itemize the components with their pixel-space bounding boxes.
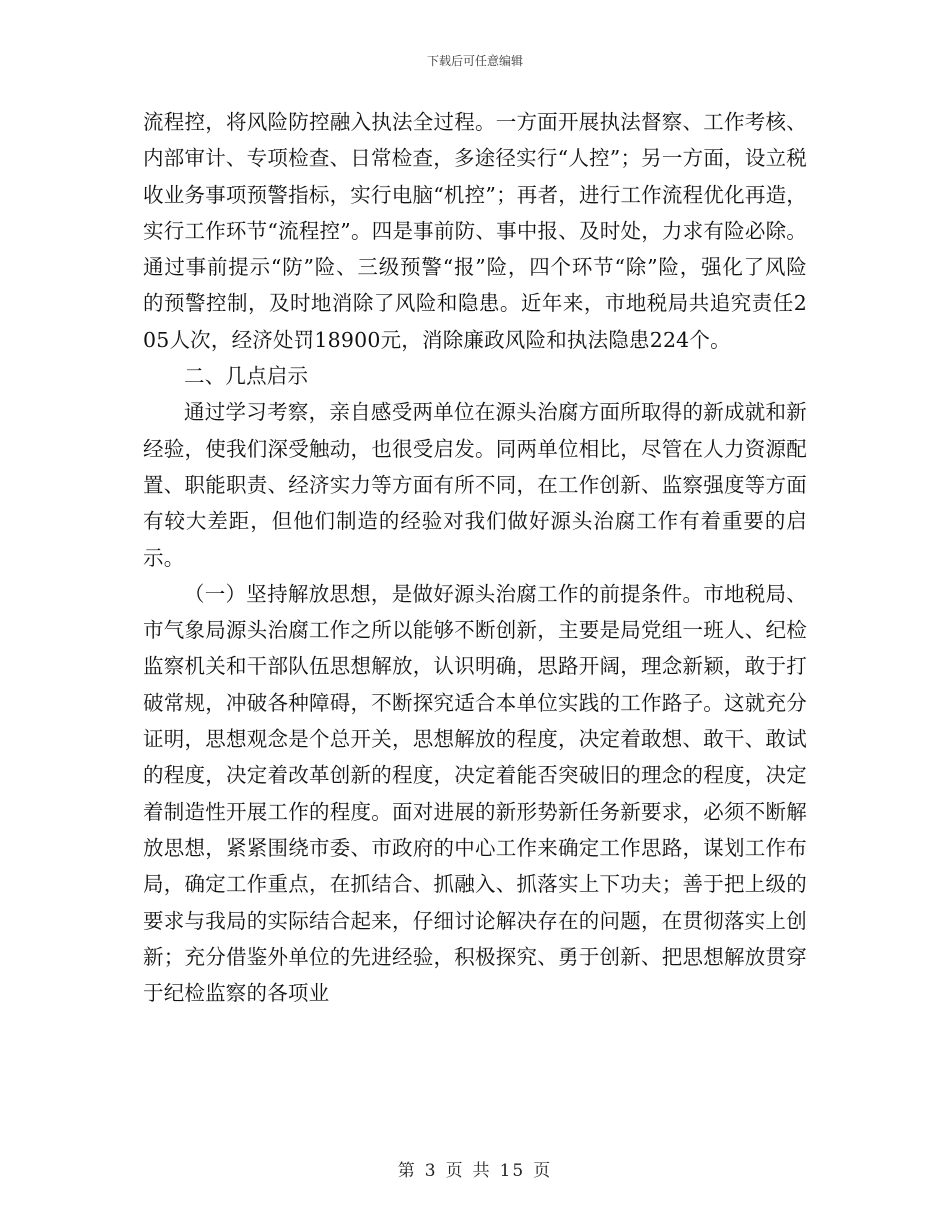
page-header: 下载后可任意编辑 [426, 54, 523, 68]
page-label-total: 共 [472, 1161, 492, 1181]
page-label-pre: 第 [397, 1161, 417, 1181]
page-total: 15 [499, 1161, 526, 1181]
page-footer [0, 1156, 950, 1181]
page-label-post: 页 [533, 1161, 553, 1181]
paragraph-point-one: （一）坚持解放思想，是做好源头治腐工作的前提条件。市地税局、市气象局源头治腐工作之所以能够不断创新，主要是局党组一班人、纪检监察机关和干部队伍思想解放，认识明确，思路开阔，理念新颖，敢于打破常规，冲破各种障碍，不断探究适合本单位实践的工作路子。这就充分证明，思想观念是个总开关，思想解放的程度，决定着敢想、敢干、敢试的程度，决定着改革创新的程度，决定着能否突破旧的理念的程度，决定着制造性开展工作的程度。面对进展的新形势新任务新要求，必须不断解放思想，紧紧围绕市委、市政府的中心工作来确定工作思路，谋划工作布局，确定工作重点，在抓结合、抓融入、抓落实上下功夫；善于把上级的要求与我局的实际结合起来，仔细讨论解决存在的问题，在贯彻落实上创新；充分借鉴外单位的先进经验，积极探究、勇于创新、把思想解放贯穿于纪检监察的各项业 [143, 581, 807, 1006]
paragraph-continuation: 流程控，将风险防控融入执法全过程。一方面开展执法督察、工作考核、内部审计、专项检查、日常检查，多途径实行“人控”；另一方面，设立税收业务事项预警指标，实行电脑“机控”；再者，进行工作流程优化再造，实行工作环节“流程控”。四是事前防、事中报、及时处，力求有险必除。通过事前提示“防”险、三级预警“报”险，四个环节“除”险，强化了风险的预警控制，及时地消除了风险和隐患。近年来，市地税局共追究责任205人次，经济处罚18900元，消除廉政风险和执法隐患224个。 [143, 110, 807, 352]
section-heading: 二、几点启示 [184, 364, 309, 389]
paragraph-intro: 通过学习考察，亲自感受两单位在源头治腐方面所取得的新成就和新经验，使我们深受触动，也很受启发。同两单位相比，尽管在人力资源配置、职能职责、经济实力等方面有所不同，在工作创新、监察强度等方面有较大差距，但他们制造的经验对我们做好源头治腐工作有着重要的启示。 [143, 400, 807, 570]
page-label-mid: 页 [445, 1161, 465, 1181]
page-current: 3 [424, 1161, 438, 1181]
document-body [143, 104, 807, 1011]
